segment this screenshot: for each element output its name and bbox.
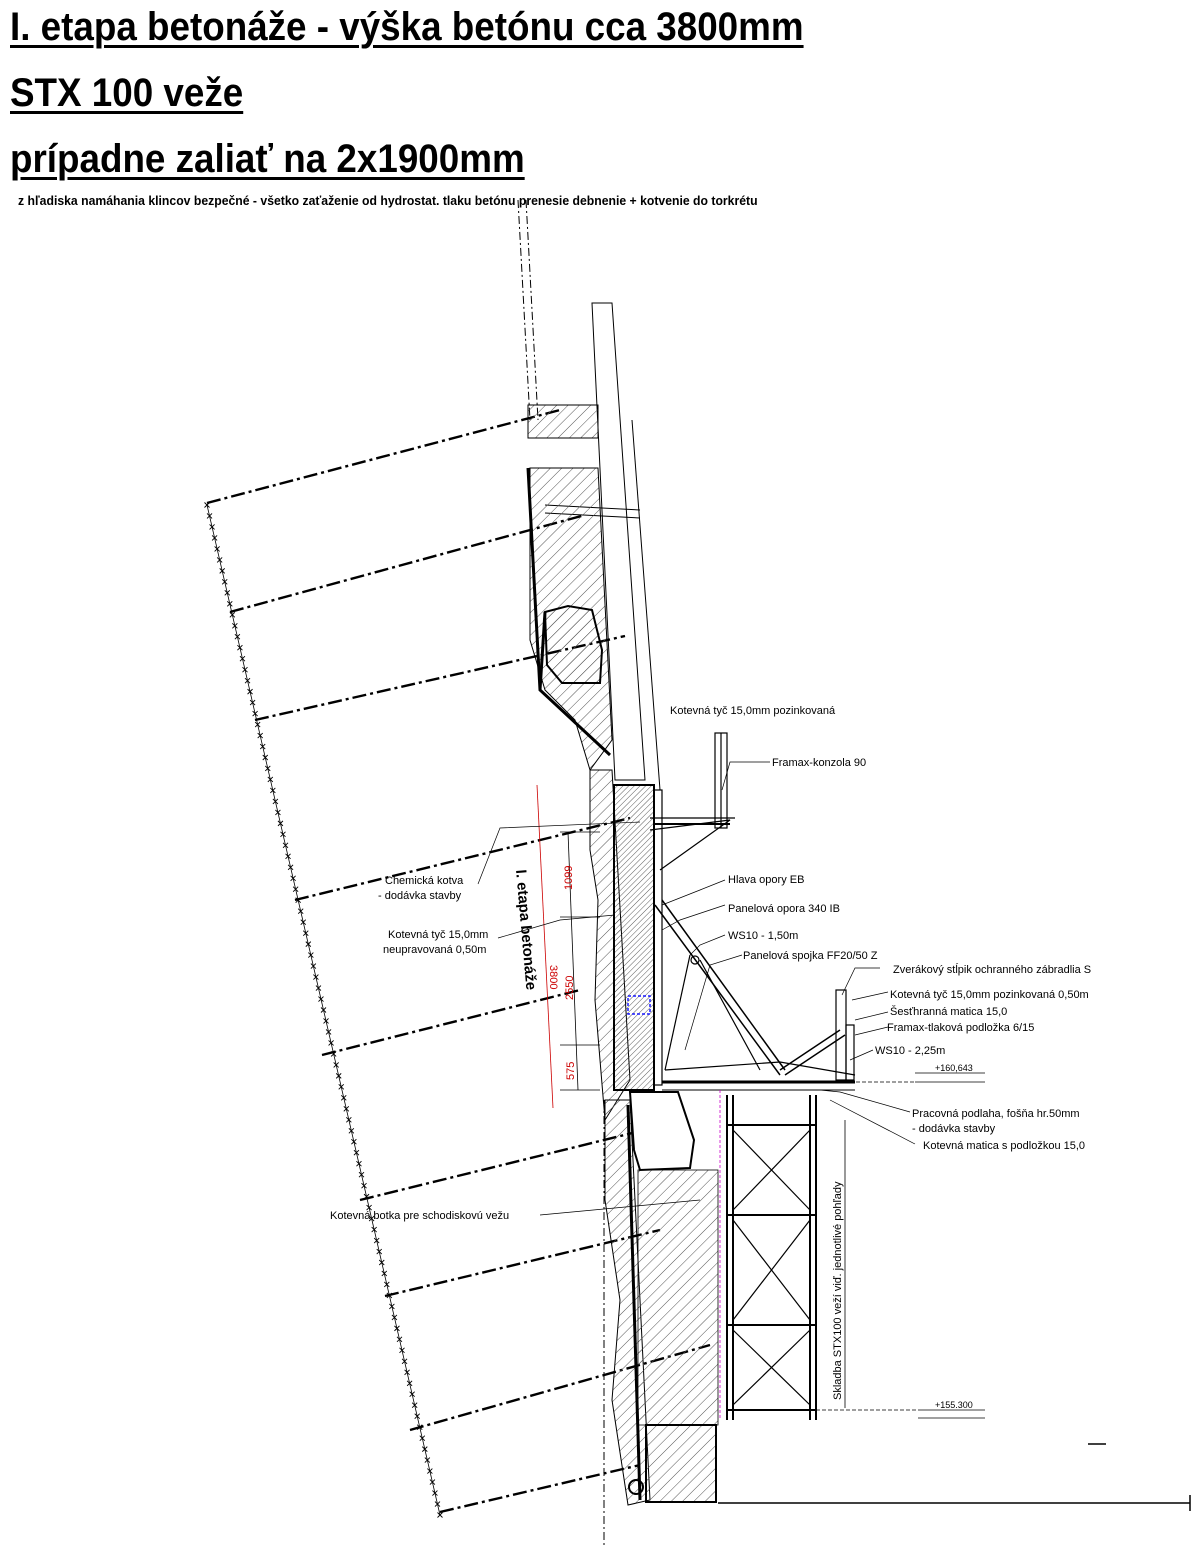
stx100-tower [720,1090,816,1420]
concrete-pour-stage-1 [614,785,654,1090]
label-chemicka-1: Chemická kotva [385,875,464,887]
dim-2550: 2550 [564,975,576,1000]
label-pracovna-1: Pracovná podlaha, fošňa hr.50mm [912,1108,1080,1120]
label-zverakovy: Zverákový stĺpik ochranného zábradlia S [893,964,1092,976]
elevation-lower: +155.300 [935,1400,973,1410]
title-line-3: prípadne zaliať na 2x1900mm [10,137,525,181]
label-pracovna-2: - dodávka stavby [912,1123,996,1135]
leader-lines [478,762,915,1215]
safety-note: z hľadiska namáhania klincov bezpečné - všetko zaťaženie od hydrostat. tlaku betónu prenesie debnenie + kotvenie do torkrétu [18,193,758,208]
stx-vertical-label: Skladba STX100 veží viď. jednotlivé pohľady [832,1181,844,1400]
label-ws10-150: WS10 - 1,50m [728,930,799,942]
etapa-vertical-label: I. etapa betonáže [512,868,540,991]
label-panelova-spojka: Panelová spojka FF20/50 Z [743,950,878,962]
dim-3800: 3800 [547,965,559,990]
label-sesthranna: Šesťhranná matica 15,0 [890,1006,1008,1018]
soil-nail-line [205,503,443,1518]
label-kotevna-050: Kotevná tyč 15,0mm pozinkovaná 0,50m [890,989,1089,1001]
dim-575: 575 [565,1061,577,1080]
ground-line [718,1444,1190,1511]
dim-1099: 1099 [563,865,575,890]
label-kotevna-neup-2: neupravovaná 0,50m [383,944,487,956]
elevation-upper: +160,643 [935,1063,973,1073]
label-panelova-opora: Panelová opora 340 IB [728,903,840,915]
label-kotevna-matica: Kotevná matica s podložkou 15,0 [923,1140,1086,1152]
label-ws10-225: WS10 - 2,25m [875,1045,946,1057]
label-kotevna-tyc-top: Kotevná tyč 15,0mm pozinkovaná [670,705,836,717]
title-line-2: STX 100 veže [10,71,244,115]
title-line-1: I. etapa betonáže - výška betónu cca 3800mm [10,5,804,49]
label-kotevna-botka: Kotevná botka pre schodiskovú vežu [330,1210,510,1222]
label-framax-tlakova: Framax-tlaková podložka 6/15 [887,1022,1035,1034]
label-framax-konzola: Framax-konzola 90 [772,757,867,769]
axis-lines [518,200,604,1545]
label-kotevna-neup-1: Kotevná tyč 15,0mm [388,929,489,941]
label-chemicka-2: - dodávka stavby [378,890,462,902]
label-hlava-opory: Hlava opory EB [728,874,805,886]
